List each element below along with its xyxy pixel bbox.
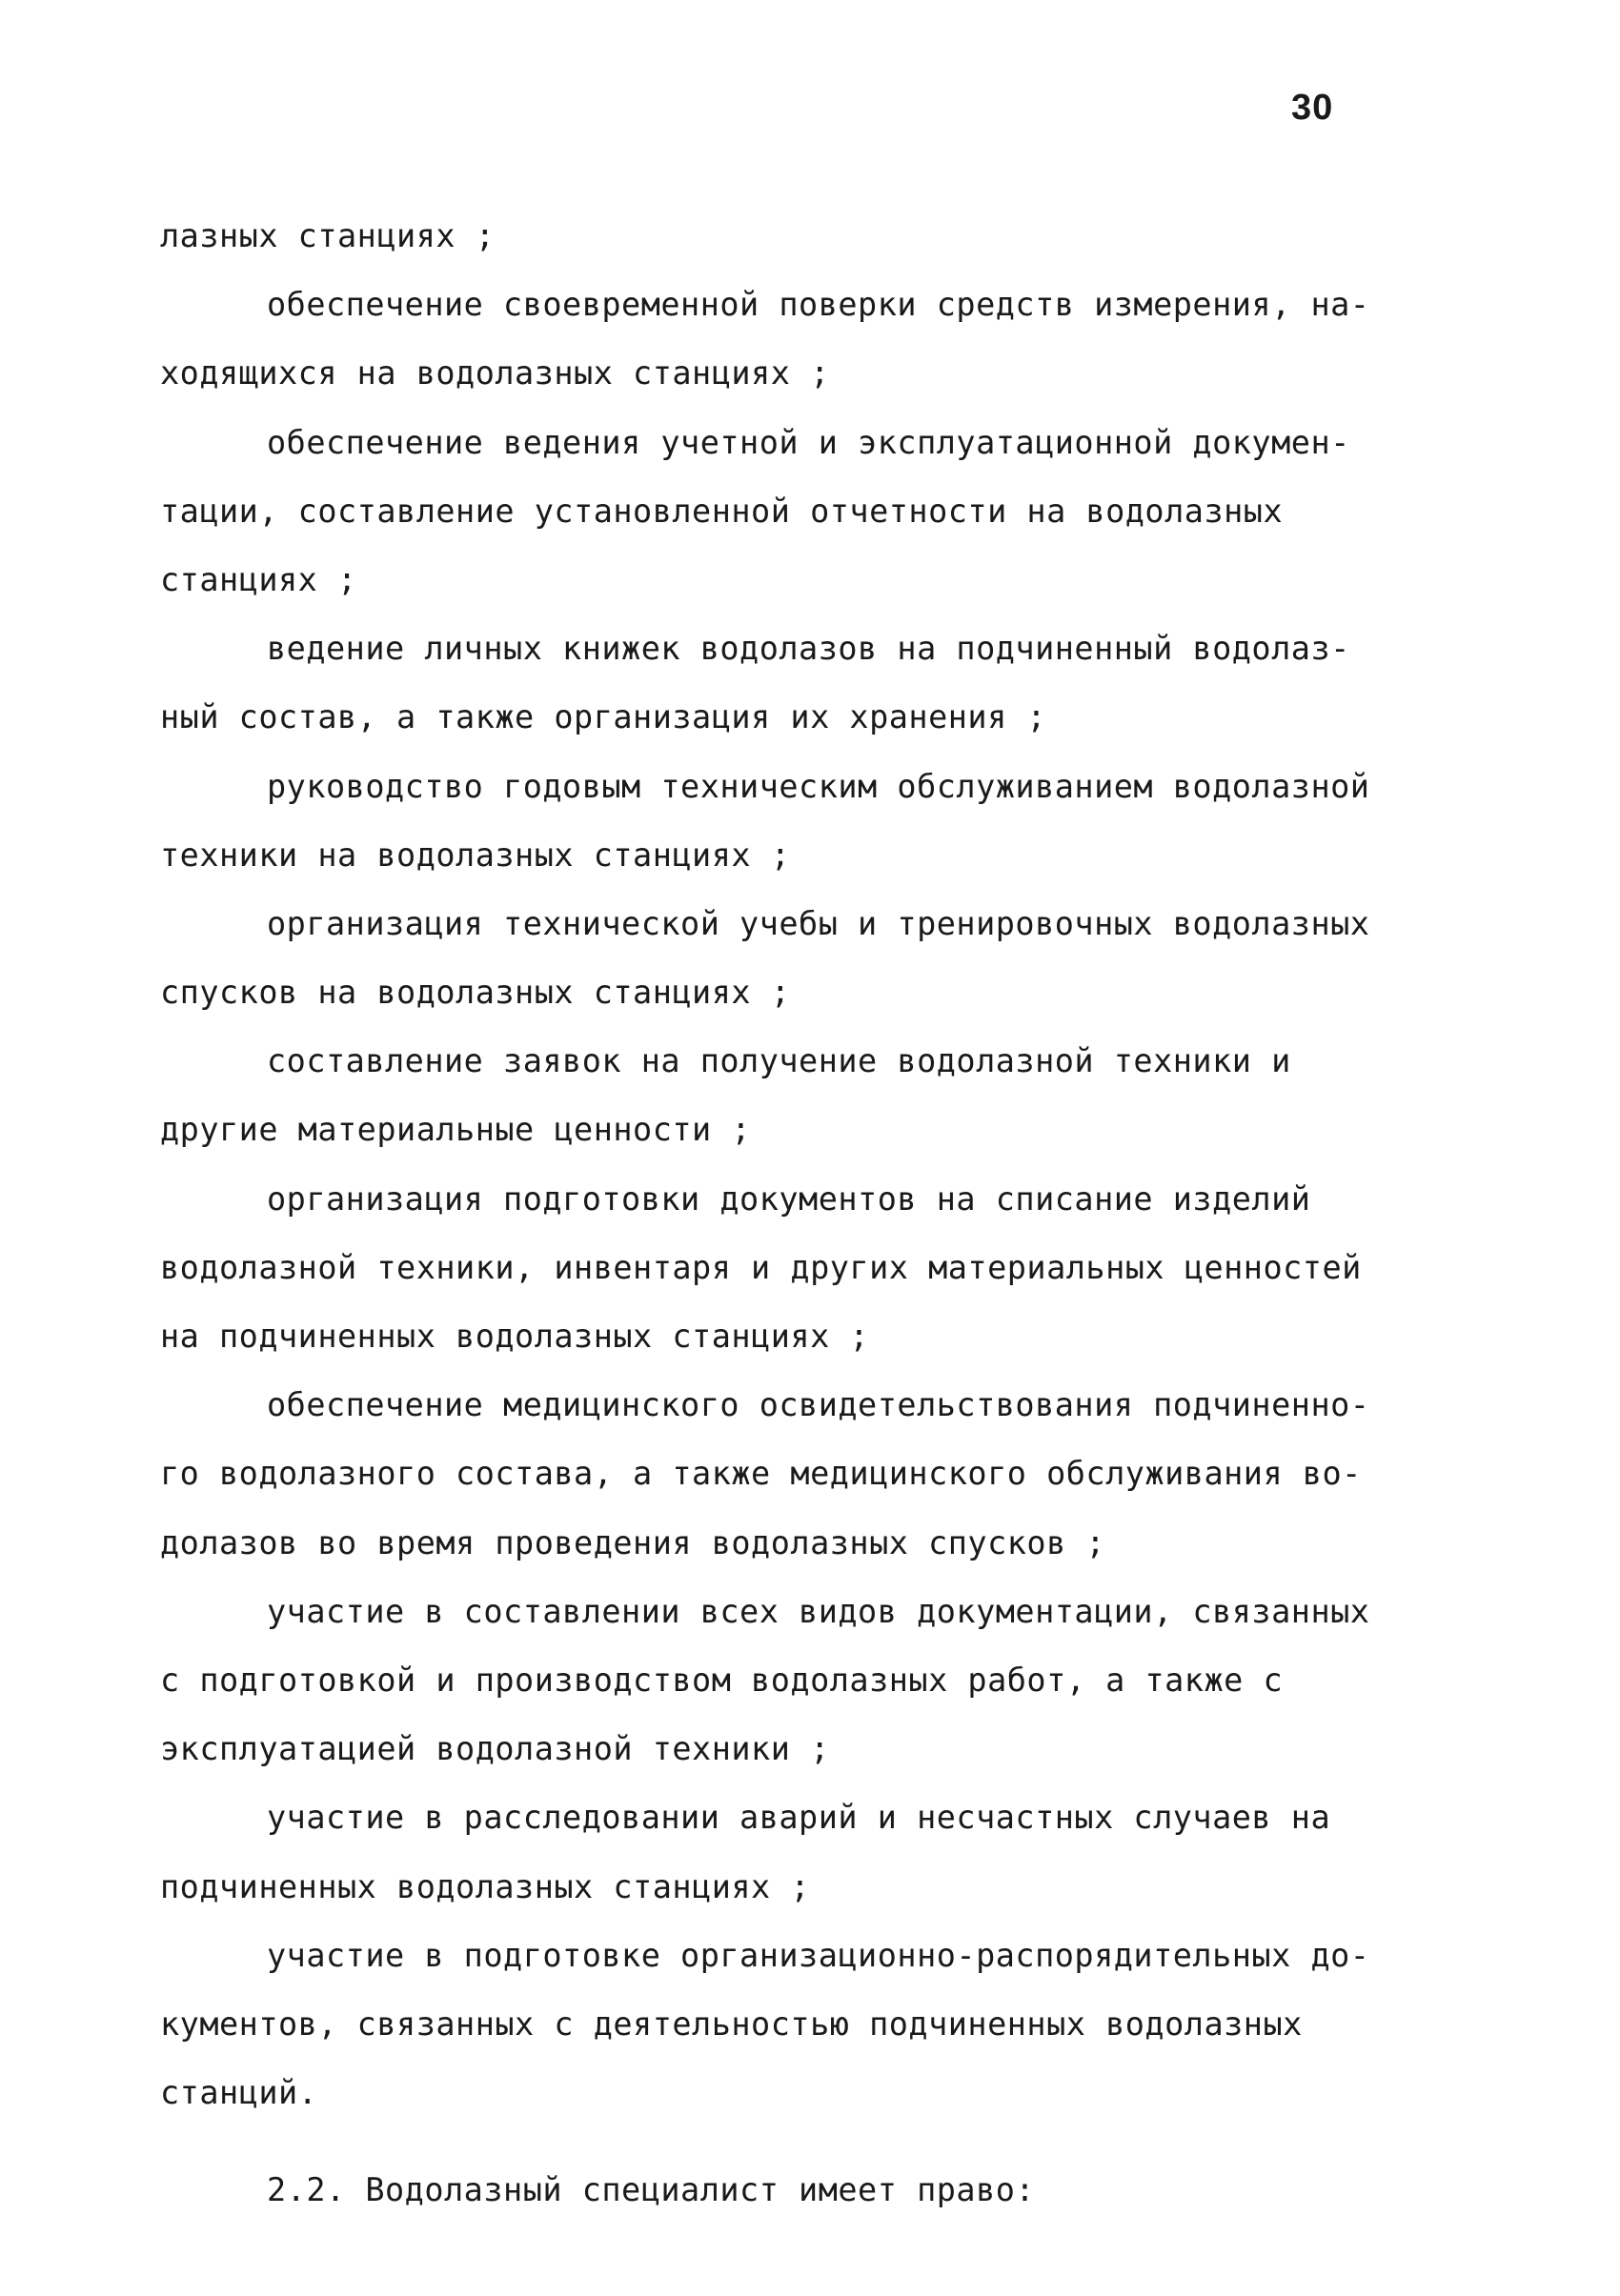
text-line: руководство годовым техническим обслуживанием водолазной [267,767,1370,805]
text-line: другие материальные ценности ; [160,1111,752,1149]
text-line: обеспечение ведения учетной и эксплуатационной докумен- [267,423,1350,461]
text-line: обеспечение своевременной поверки средств измерения, на- [267,286,1370,324]
text-line: организация подготовки документов на списание изделий [267,1179,1311,1218]
section-heading: 2.2. Водолазный специалист имеет право: [267,2171,1036,2209]
text-line: станциях ; [160,560,357,598]
text-line: тации, составление установленной отчетности на водолазных [160,492,1284,530]
text-line: станций. [160,2074,318,2112]
text-line: водолазной техники, инвентаря и других материальных ценностей [160,1248,1362,1286]
text-line: составление заявок на получение водолазной техники и [267,1042,1291,1080]
text-line: с подготовкой и производством водолазных работ, а также с [160,1661,1284,1699]
text-line: ведение личных книжек водолазов на подчиненный водолаз- [267,630,1350,668]
text-line: техники на водолазных станциях ; [160,836,791,874]
text-line: кументов, связанных с деятельностью подчиненных водолазных [160,2004,1303,2043]
text-line: организация технической учебы и тренировочных водолазных [267,904,1370,942]
text-line: подчиненных водолазных станциях ; [160,1867,811,1905]
text-line: ный состав, а также организация их хранения ; [160,698,1047,736]
text-line: ходящихся на водолазных станциях ; [160,354,830,393]
document-body [160,202,1447,2225]
text-line: лазных станциях ; [160,217,496,254]
text-line: эксплуатацией водолазной техники ; [160,1730,830,1768]
text-line: го водолазного состава, а также медицинского обслуживания во- [160,1455,1362,1493]
text-line: обеспечение медицинского освидетельствования подчиненно- [267,1386,1370,1424]
page-number: 30 [1291,88,1334,128]
text-line: на подчиненных водолазных станциях ; [160,1318,870,1355]
text-line: спусков на водолазных станциях ; [160,974,791,1012]
text-line: участие в составлении всех видов документации, связанных [267,1592,1370,1630]
text-line: участие в подготовке организационно-распорядительных до- [267,1936,1370,1974]
text-line: участие в расследовании аварий и несчастных случаев на [267,1799,1331,1837]
text-line: долазов во время проведения водолазных спусков ; [160,1523,1106,1561]
